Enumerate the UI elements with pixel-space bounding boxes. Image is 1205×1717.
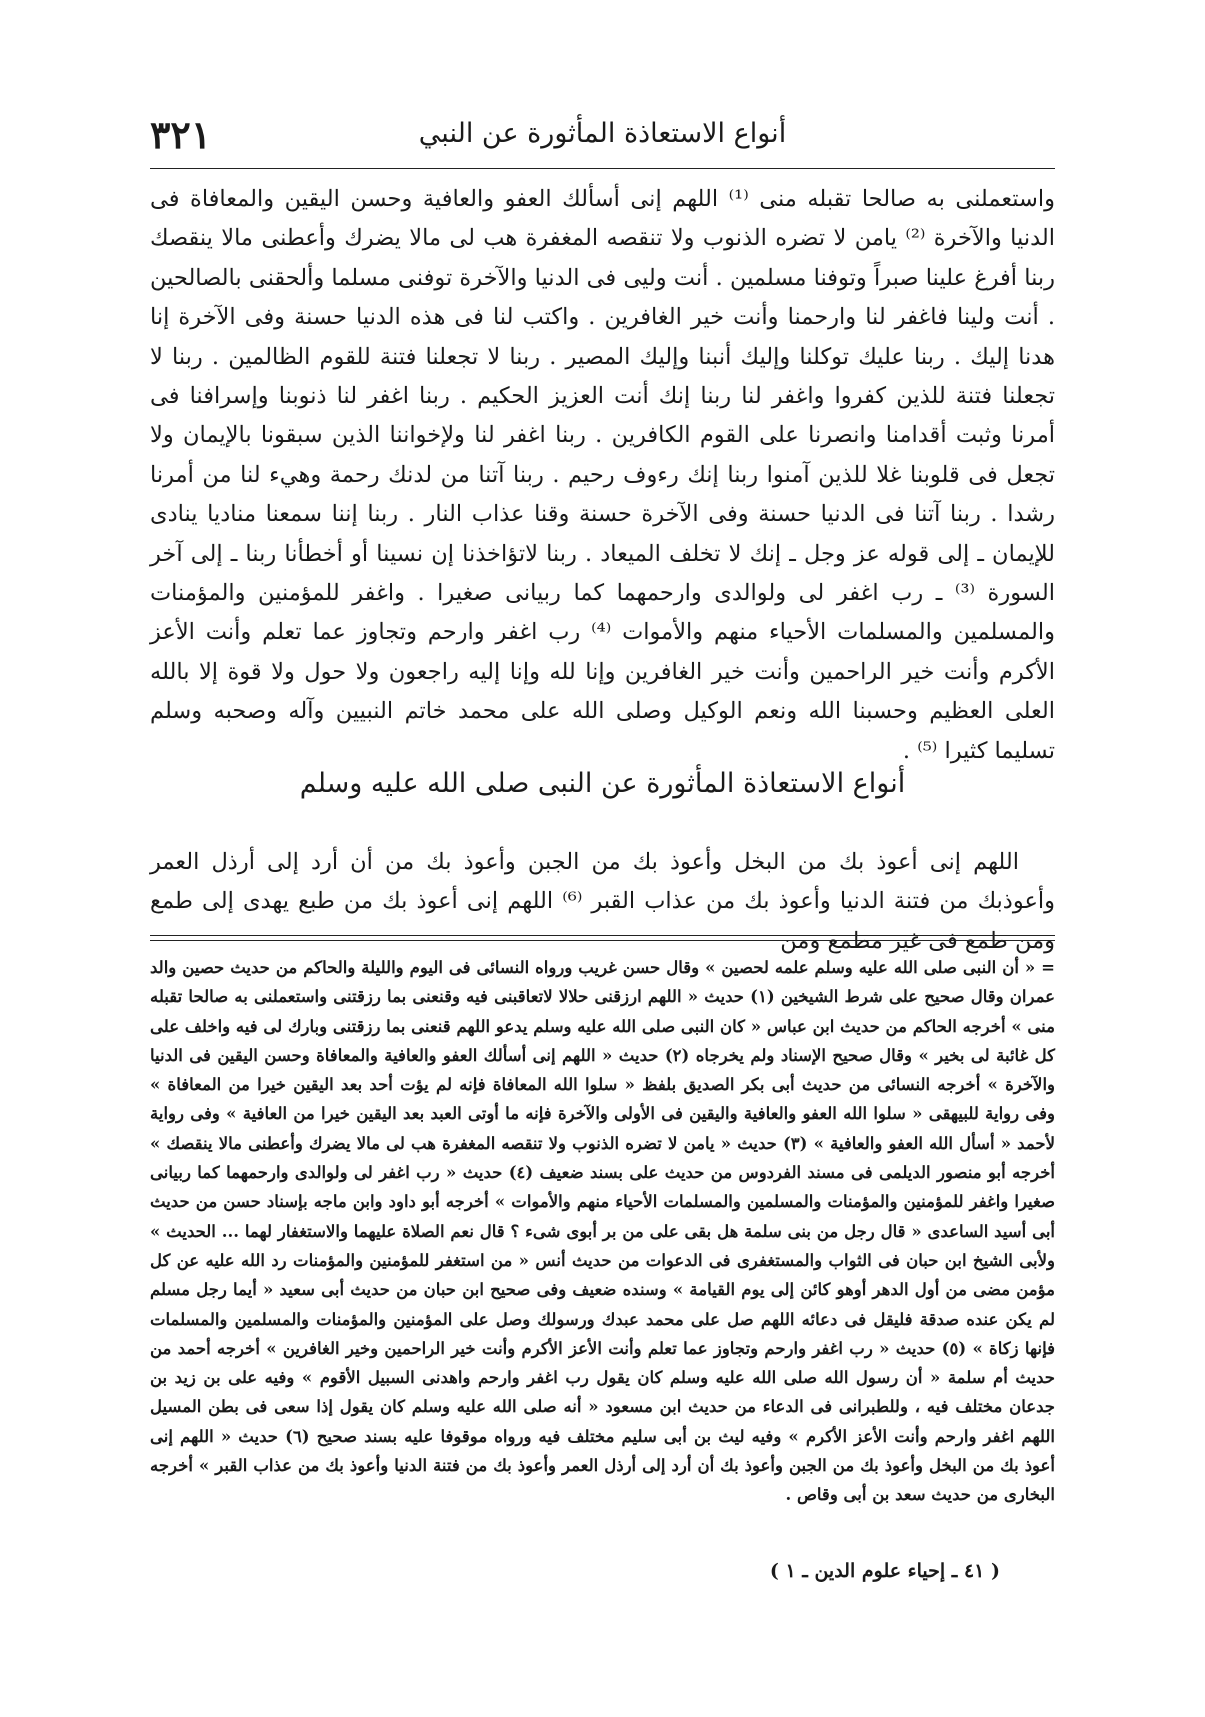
section-text [150, 843, 1055, 961]
main-paragraph: واستعملنى به صالحا تقبله منى ⁽¹⁾ اللهم إنى أسألك العفو والعافية وحسن اليقين والمعافاة فى الدنيا والآخرة ⁽²⁾ يامن لا تضره الذنوب ولا تنقصه المغفرة هب لى مالا يضرك وأعطنى مالا ينقصك ربنا أفرغ علينا صبراً وتوفنا مسلمين . أنت وليى فى الدنيا والآخرة توفنى مسلما وألحقنى بالصالحين . أنت ولينا فاغفر لنا وارحمنا وأنت خير الغافرين . واكتب لنا فى هذه الدنيا حسنة وفى الآخرة إنا هدنا إليك . ربنا عليك توكلنا وإليك أنبنا وإليك المصير . ربنا لا تجعلنا فتنة للقوم الظالمين . ربنا لا تجعلنا فتنة للذين كفروا واغفر لنا ربنا إنك أنت العزيز الحكيم . ربنا اغفر لنا ذنوبنا وإسرافنا فى أمرنا وثبت أقدامنا وانصرنا على القوم الكافرين . ربنا اغفر لنا ولإخواننا الذين سبقونا بالإيمان ولا تجعل فى قلوبنا غلا للذين آمنوا ربنا إنك رءوف رحيم . ربنا آتنا من لدنك رحمة وهيء لنا من أمرنا رشدا . ربنا آتنا فى الدنيا حسنة وفى الآخرة حسنة وقنا عذاب النار . ربنا إننا سمعنا مناديا ينادى للإيمان ـ إلى قوله عز وجل ـ إنك لا تخلف الميعاد . ربنا لاتؤاخذنا إن نسينا أو أخطأنا ربنا ـ إلى آخر السورة ⁽³⁾ ـ رب اغفر لى ولوالدى وارحمهما كما ربيانى صغيرا . واغفر للمؤمنين والمؤمنات والمسلمين والمسلمات الأحياء منهم والأموات ⁽⁴⁾ رب اغفر وارحم وتجاوز عما تعلم وأنت الأعز الأكرم وأنت خير الراحمين وأنت خير الغافرين وإنا لله وإنا إليه راجعون ولا حول ولا قوة إلا بالله العلى العظيم وحسبنا الله ونعم الوكيل وصلى الله على محمد خاتم النبيين وآله وصحبه وسلم تسليما كثيرا ⁽⁵⁾ . [150, 186, 1055, 764]
main-text [150, 180, 1055, 771]
footnote-rule-inner [150, 940, 1055, 941]
section-paragraph: اللهم إنى أعوذ بك من البخل وأعوذ بك من الجبن وأعوذ بك من أن أرد إلى أرذل العمر وأعوذبك من فتنة الدنيا وأعوذ بك من عذاب القبر ⁽⁶⁾ اللهم إنى أعوذ بك من طبع يهدى إلى طمع ومن طمع فى غير مطمع ومن [150, 849, 1055, 954]
footnote-text: = « أن النبى صلى الله عليه وسلم علمه لحصين » وقال حسن غريب ورواه النسائى فى اليوم والليلة والحاكم من حديث حصين والد عمران وقال صحيح على شرط الشيخين (١) حديث « اللهم ارزقنى حلالا لاتعاقبنى فيه وقنعنى بما رزقتنى واستعملنى به صالحا تقبله منى » أخرجه الحاكم من حديث ابن عباس « كان النبى صلى الله عليه وسلم يدعو اللهم قنعنى بما رزقتنى وبارك لى فيه واخلف على كل غائبة لى بخير » وقال صحيح الإسناد ولم يخرجاه (٢) حديث « اللهم إنى أسألك العفو والعافية والمعافاة وحسن اليقين فى الدنيا والآخرة » أخرجه النسائى من حديث أبى بكر الصديق بلفظ « سلوا الله المعافاة فإنه لم يؤت أحد بعد اليقين خيرا من المعافاة » وفى رواية للبيهقى « سلوا الله العفو والعافية واليقين فى الأولى والآخرة فإنه ما أوتى العبد بعد اليقين خيرا من العافية » وفى رواية لأحمد « أسأل الله العفو والعافية » (٣) حديث « يامن لا تضره الذنوب ولا تنقصه المغفرة هب لى مالا يضرك وأعطنى مالا ينقصك » أخرجه أبو منصور الديلمى فى مسند الفردوس من حديث على بسند ضعيف (٤) حديث « رب اغفر لى ولوالدى وارحمهما كما ربيانى صغيرا واغفر للمؤمنين والمؤمنات والمسلمين والمسلمات الأحياء منهم والأموات » أخرجه أبو داود وابن ماجه بإسناد حسن من حديث أبى أسيد الساعدى « قال رجل من بنى سلمة هل بقى على من بر أبوى شىء ؟ قال نعم الصلاة عليهما والاستغفار لهما ... الحديث » ولأبى الشيخ ابن حبان فى الثواب والمستغفرى فى الدعوات من حديث أنس « من استغفر للمؤمنين والمؤمنات رد الله عليه عن كل مؤمن مضى من أول الدهر أوهو كائن إلى يوم القيامة » وسنده ضعيف وفى صحيح ابن حبان من حديث أبى سعيد « أيما رجل مسلم لم يكن عنده صدقة فليقل فى دعائه اللهم صل على محمد عبدك ورسولك وصل على المؤمنين والمؤمنات والمسلمين والمسلمات فإنها زكاة » (٥) حديث « رب اغفر وارحم وتجاوز عما تعلم وأنت الأعز الأكرم وأنت خير الراحمين وخير الغافرين » أخرجه أحمد من حديث أم سلمة « أن رسول الله صلى الله عليه وسلم كان يقول رب اغفر وارحم واهدنى السبيل الأقوم » وفيه على بن زيد بن جدعان مختلف فيه ، وللطبرانى فى الدعاء من حديث ابن مسعود « أنه صلى الله عليه وسلم كان يقول إذا سعى فى بطن المسيل اللهم اغفر وارحم وأنت الأعز الأكرم » وفيه ليث بن أبى سليم مختلف فيه ورواه موقوفا عليه بسند صحيح (٦) حديث « اللهم إنى أعوذ بك من البخل وأعوذ بك من الجبن وأعوذ بك أن أرد إلى أرذل العمر وأعوذ بك من فتنة الدنيا وأعوذ بك من عذاب القبر » أخرجه البخارى من حديث سعد بن أبى وقاص . [150, 958, 1056, 1505]
section-title: أنواع الاستعاذة المأثورة عن النبى صلى الله عليه وسلم [299, 768, 906, 799]
page-number: ٣٢١ [150, 112, 212, 157]
signature-line: ( ٤١ ـ إحياء علوم الدين ـ ١ ) [769, 1560, 1000, 1582]
footnote-rule [150, 935, 1055, 936]
footnotes [150, 953, 1055, 1510]
page-header [150, 112, 1055, 172]
header-rule [150, 168, 1055, 169]
running-head: أنواع الاستعاذة المأثورة عن النبي [418, 118, 787, 149]
